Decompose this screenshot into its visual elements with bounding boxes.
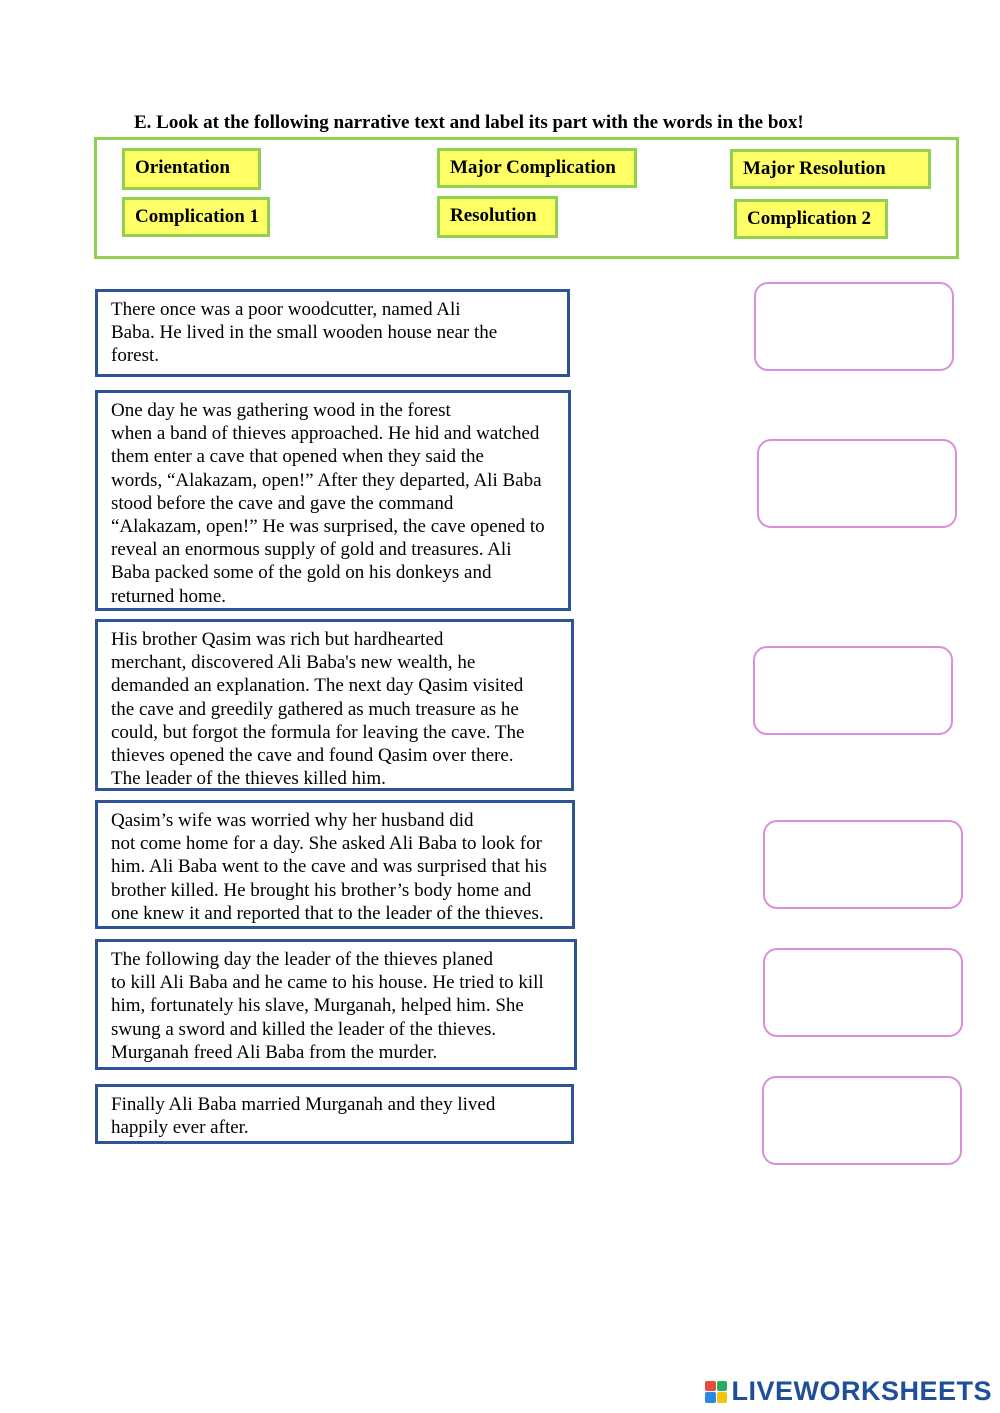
chip-complication-1[interactable]: Complication 1 <box>122 197 270 237</box>
paragraph-4: Qasim’s wife was worried why her husband did not come home for a day. She asked Ali Baba to look for him. Ali Baba went to the cave and was surprised that his brother killed. He brought his brother’s body home and one knew it and reported that to the leader of the thieves. <box>95 800 575 929</box>
chip-major-complication[interactable]: Major Complication <box>437 148 637 188</box>
paragraph-2: One day he was gathering wood in the forest when a band of thieves approached. He hid and watched them enter a cave that opened when they said the words, “Alakazam, open!” After they departed, Ali Baba stood before the cave and gave the command “Alakazam, open!” He was surprised, the cave opened to reveal an enormous supply of gold and treasures. Ali Baba packed some of the gold on his donkeys and returned home. <box>95 390 571 611</box>
instruction-heading: E. Look at the following narrative text and label its part with the words in the box! <box>134 112 804 133</box>
logo-square-yellow-icon <box>717 1392 728 1403</box>
answer-drop-box-1[interactable] <box>754 282 954 371</box>
logo-square-red-icon <box>705 1381 716 1392</box>
logo-square-blue-icon <box>705 1392 716 1403</box>
chip-orientation[interactable]: Orientation <box>122 148 261 190</box>
liveworksheets-logo <box>705 1376 992 1407</box>
logo-mark-icon <box>705 1381 727 1403</box>
chip-major-resolution[interactable]: Major Resolution <box>730 149 931 189</box>
chip-resolution[interactable]: Resolution <box>437 196 558 238</box>
paragraph-5: The following day the leader of the thieves planed to kill Ali Baba and he came to his house. He tried to kill him, fortunately his slave, Murganah, helped him. She swung a sword and killed the leader of the thieves. Murganah freed Ali Baba from the murder. <box>95 939 577 1070</box>
chip-complication-2[interactable]: Complication 2 <box>734 199 888 239</box>
answer-drop-box-2[interactable] <box>757 439 957 528</box>
answer-drop-box-6[interactable] <box>762 1076 962 1165</box>
answer-drop-box-4[interactable] <box>763 820 963 909</box>
paragraph-3: His brother Qasim was rich but hardhearted merchant, discovered Ali Baba's new wealth, he demanded an explanation. The next day Qasim visited the cave and greedily gathered as much treasure as he could, but forgot the formula for leaving the cave. The thieves opened the cave and found Qasim over there. The leader of the thieves killed him. <box>95 619 574 791</box>
logo-text: LIVEWORKSHEETS <box>731 1376 992 1406</box>
logo-square-green-icon <box>717 1381 728 1392</box>
paragraph-orientation: There once was a poor woodcutter, named Ali Baba. He lived in the small wooden house near the forest. <box>95 289 570 377</box>
answer-drop-box-3[interactable] <box>753 646 953 735</box>
paragraph-6: Finally Ali Baba married Murganah and they lived happily ever after. <box>95 1084 574 1144</box>
answer-drop-box-5[interactable] <box>763 948 963 1037</box>
